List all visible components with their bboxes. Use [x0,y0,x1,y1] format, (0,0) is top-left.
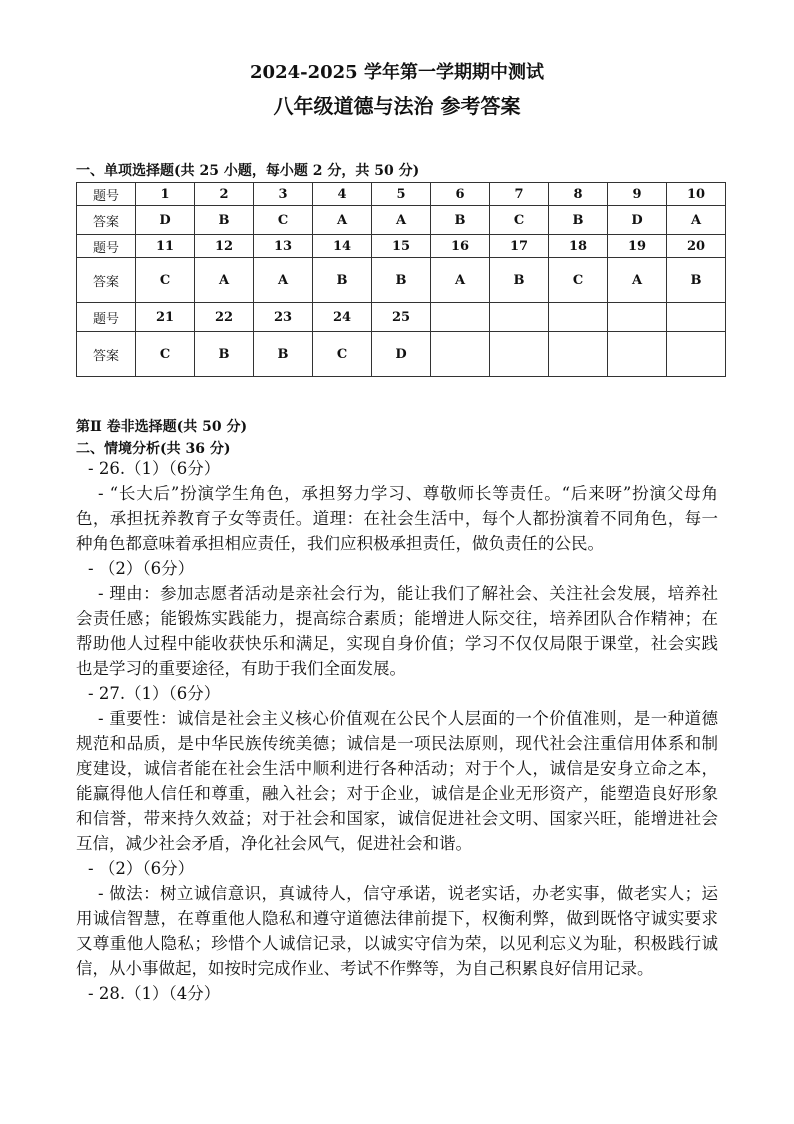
answer-paragraph: - 理由：参加志愿者活动是亲社会行为，能让我们了解社会、关注社会发展，培养社会责任感；能锻炼实践能力，提高综合素质；能增进人际交往，培养团队合作精神；在帮助他人过程中能收获快乐和满足，实现自身价值；学习不仅仅局限于课堂，社会实践也是学习的重要途径，有助于我们全面发展。 [76,584,718,678]
answer-cell: B [431,206,490,235]
question-number-cell [431,303,490,332]
question-label: - （2）（6分） [88,859,195,878]
row-label: 题号 [77,183,136,206]
question-number-cell: 19 [608,235,667,258]
answer-cell: C [136,332,195,377]
answer-row [77,206,726,235]
row-label: 题号 [77,235,136,258]
question-number-row [77,235,726,258]
question-number-cell [490,303,549,332]
row-label: 题号 [77,303,136,332]
section2-heading: 二、情境分析(共 36 分) [76,441,231,457]
answer-cell [549,332,608,377]
question-number-cell: 22 [195,303,254,332]
answer-cell: C [254,206,313,235]
answer-cell [490,332,549,377]
answer-cell [667,332,726,377]
question-number-row [77,303,726,332]
question-number-cell: 3 [254,183,313,206]
answer-cell: B [195,332,254,377]
answer-table [76,182,726,377]
question-number-cell: 25 [372,303,431,332]
row-label: 答案 [77,332,136,377]
question-number-cell: 5 [372,183,431,206]
question-label: - 27.（1）（6分） [88,684,221,703]
question-number-cell [667,303,726,332]
question-number-cell: 6 [431,183,490,206]
question-number-cell: 21 [136,303,195,332]
question-number-row [77,183,726,206]
question-number-cell: 2 [195,183,254,206]
question-label: - 28.（1）（4分） [88,984,221,1003]
question-label: - （2）（6分） [88,559,195,578]
question-number-cell [608,303,667,332]
answer-cell: B [667,258,726,303]
answer-cell: C [490,206,549,235]
question-number-cell [549,303,608,332]
question-number-cell: 13 [254,235,313,258]
section2-paper-heading: 第Ⅱ 卷非选择题(共 50 分) [76,419,248,435]
answer-cell: C [136,258,195,303]
answer-cell: B [254,332,313,377]
answer-cell [608,332,667,377]
row-label: 答案 [77,258,136,303]
answer-cell: B [195,206,254,235]
question-number-cell: 12 [195,235,254,258]
question-number-cell: 7 [490,183,549,206]
answer-cell: A [431,258,490,303]
answer-cell: C [313,332,372,377]
question-number-cell: 9 [608,183,667,206]
question-number-cell: 11 [136,235,195,258]
question-number-cell: 8 [549,183,608,206]
question-number-cell: 16 [431,235,490,258]
answer-cell: A [195,258,254,303]
question-number-cell: 1 [136,183,195,206]
question-number-cell: 14 [313,235,372,258]
answer-cell: D [136,206,195,235]
answer-cell: D [608,206,667,235]
question-number-cell: 4 [313,183,372,206]
question-number-cell: 15 [372,235,431,258]
answer-paragraph: - “长大后”扮演学生角色，承担努力学习、尊敬师长等责任。“后来呀”扮演父母角色，承担抚养教育子女等责任。道理：在社会生活中，每个人都扮演着不同角色，每一种角色都意味着承担相应责任，我们应积极承担责任，做负责任的公民。 [76,484,718,553]
answer-cell: B [313,258,372,303]
answer-cell: B [549,206,608,235]
answer-cell: A [313,206,372,235]
answer-cell: D [372,332,431,377]
answer-paragraph: - 做法：树立诚信意识，真诚待人，信守承诺，说老实话，办老实事，做老实人；运用诚信智慧，在尊重他人隐私和遵守道德法律前提下，权衡利弊，做到既恪守诚实要求又尊重他人隐私；珍惜个人诚信记录，以诚实守信为荣，以见利忘义为耻，积极践行诚信，从小事做起，如按时完成作业、考试不作弊等，为自己积累良好信用记录。 [76,884,718,978]
row-label: 答案 [77,206,136,235]
answer-content [76,456,718,1006]
answer-cell: A [608,258,667,303]
document-subtitle: 八年级道德与法治 参考答案 [273,94,521,118]
answer-row [77,332,726,377]
question-number-cell: 10 [667,183,726,206]
question-number-cell: 23 [254,303,313,332]
answer-paragraph: - 重要性：诚信是社会主义核心价值观在公民个人层面的一个价值准则，是一种道德规范和品质，是中华民族传统美德；诚信是一项民法原则，现代社会注重信用体系和制度建设，诚信者能在社会生活中顺利进行各种活动；对于个人，诚信是安身立命之本，能赢得他人信任和尊重，融入社会；对于企业，诚信是企业无形资产，能塑造良好形象和信誉，带来持久效益；对于社会和国家，诚信促进社会文明、国家兴旺，能增进社会互信，减少社会矛盾，净化社会风气，促进社会和谐。 [76,709,718,853]
document-title: 2024-2025 学年第一学期期中测试 [250,62,544,83]
answer-cell: C [549,258,608,303]
answer-cell: A [667,206,726,235]
answer-row [77,258,726,303]
section1-heading: 一、单项选择题(共 25 小题，每小题 2 分，共 50 分) [76,163,420,179]
answer-cell: B [372,258,431,303]
answer-cell: A [372,206,431,235]
question-number-cell: 18 [549,235,608,258]
question-number-cell: 24 [313,303,372,332]
question-number-cell: 17 [490,235,549,258]
question-number-cell: 20 [667,235,726,258]
answer-cell: B [490,258,549,303]
answer-cell: A [254,258,313,303]
answer-cell [431,332,490,377]
question-label: - 26.（1）（6分） [88,459,221,478]
